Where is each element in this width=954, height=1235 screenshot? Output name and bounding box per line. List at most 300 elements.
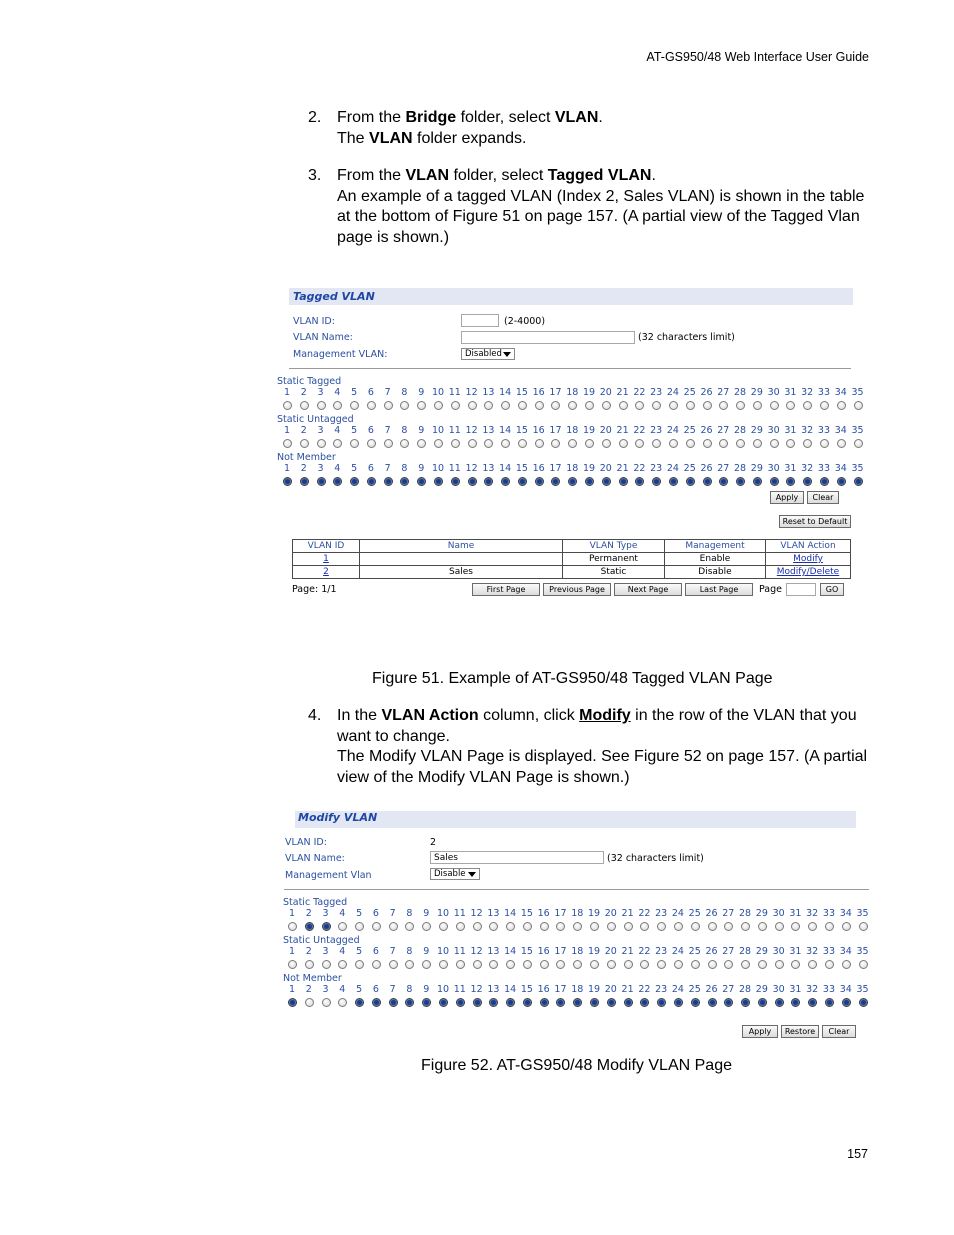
port-number: 31	[789, 908, 802, 919]
port-radio-button[interactable]	[590, 998, 599, 1007]
port-radio-button[interactable]	[791, 960, 800, 969]
port-radio-button[interactable]	[384, 401, 393, 410]
port-radio-button[interactable]	[551, 439, 560, 448]
port-radio-button[interactable]	[686, 477, 695, 486]
port-radio-button[interactable]	[317, 439, 326, 448]
port-number: 9	[418, 425, 425, 436]
port-radio-button[interactable]	[389, 960, 398, 969]
reset-to-default-button[interactable]: Reset to Default	[779, 515, 851, 528]
port-number: 35	[856, 908, 869, 919]
port-radio-button[interactable]	[389, 922, 398, 931]
port-radio-button[interactable]	[808, 960, 817, 969]
port-radio-button[interactable]	[808, 998, 817, 1007]
port-number: 11	[453, 908, 466, 919]
modify-link[interactable]: Modify	[793, 554, 823, 564]
port-number: 25	[688, 946, 701, 957]
port-radio-button[interactable]	[283, 401, 292, 410]
port-radio-button[interactable]	[523, 998, 532, 1007]
port-radio-button[interactable]	[473, 922, 482, 931]
port-radio-button[interactable]	[657, 960, 666, 969]
port-number: 32	[801, 463, 814, 474]
port-radio-button[interactable]	[468, 401, 477, 410]
port-radio-button[interactable]	[859, 960, 868, 969]
port-radio-button[interactable]	[439, 998, 448, 1007]
port-radio-button[interactable]	[372, 922, 381, 931]
port-number: 22	[638, 946, 651, 957]
port-radio-button[interactable]	[333, 477, 342, 486]
port-radio-button[interactable]	[384, 477, 393, 486]
port-number: 10	[436, 984, 450, 995]
port-radio-button[interactable]	[607, 998, 616, 1007]
port-radio-button[interactable]	[719, 401, 728, 410]
port-radio-button[interactable]	[473, 998, 482, 1007]
port-radio-button[interactable]	[333, 401, 342, 410]
port-radio-button[interactable]	[753, 439, 762, 448]
port-radio-button[interactable]	[400, 401, 409, 410]
port-radio-button[interactable]	[724, 960, 733, 969]
port-radio-button[interactable]	[439, 960, 448, 969]
port-number: 35	[851, 387, 864, 398]
port-radio-button[interactable]	[825, 960, 834, 969]
port-radio-button[interactable]	[456, 960, 465, 969]
step-text: folder, select	[456, 109, 555, 126]
port-radio-button[interactable]	[669, 401, 678, 410]
port-radio-button[interactable]	[585, 439, 594, 448]
port-radio-button[interactable]	[405, 960, 414, 969]
step-text: folder expands.	[412, 129, 527, 147]
vlan-action-cell	[766, 566, 851, 579]
col-vlan-id: VLAN ID	[293, 540, 360, 553]
port-number: 2	[305, 984, 312, 995]
port-radio-button[interactable]	[686, 439, 695, 448]
port-radio-button[interactable]	[635, 401, 644, 410]
port-number: 13	[482, 425, 495, 436]
port-radio-button[interactable]	[439, 922, 448, 931]
port-radio-button[interactable]	[568, 401, 577, 410]
port-radio-button[interactable]	[400, 477, 409, 486]
port-radio-button[interactable]	[551, 401, 560, 410]
port-radio-button[interactable]	[305, 922, 314, 931]
port-radio-button[interactable]	[367, 477, 376, 486]
port-radio-button[interactable]	[573, 922, 582, 931]
port-radio-button[interactable]	[451, 439, 460, 448]
port-radio-button[interactable]	[859, 998, 868, 1007]
port-group-label: Not Member	[277, 452, 336, 463]
port-radio-button[interactable]	[540, 998, 549, 1007]
port-number: 31	[784, 425, 797, 436]
port-number: 1	[288, 984, 296, 995]
port-radio-button[interactable]	[708, 960, 717, 969]
port-number: 15	[515, 463, 528, 474]
port-radio-button[interactable]	[708, 998, 717, 1007]
port-number: 32	[806, 984, 819, 995]
port-radio-button[interactable]	[300, 401, 309, 410]
next-page-button[interactable]: Next Page	[614, 583, 682, 596]
port-radio-button[interactable]	[657, 998, 666, 1007]
clear-button[interactable]: Clear	[822, 1025, 856, 1038]
port-radio-button[interactable]	[556, 922, 565, 931]
port-number: 26	[700, 387, 713, 398]
port-radio-button[interactable]	[674, 922, 683, 931]
figure-52-caption: Figure 52. AT-GS950/48 Modify VLAN Page	[421, 1057, 732, 1074]
restore-button[interactable]: Restore	[781, 1025, 819, 1038]
port-radio-button[interactable]	[506, 922, 515, 931]
management-cell: Enable	[665, 553, 766, 566]
port-radio-button[interactable]	[825, 922, 834, 931]
select-value: Disable	[434, 869, 466, 879]
port-radio-button[interactable]	[556, 960, 565, 969]
port-radio-button[interactable]	[770, 439, 779, 448]
port-radio-button[interactable]	[859, 922, 868, 931]
port-number: 30	[772, 984, 785, 995]
port-radio-button[interactable]	[724, 922, 733, 931]
port-radio-button[interactable]	[775, 922, 784, 931]
port-radio-button[interactable]	[669, 439, 678, 448]
step-paragraph: An example of a tagged VLAN (Index 2, Sales VLAN) is shown in the table at the bottom of Figure 51 on page 157. (A partial view of the Tagged Vlan page is shown.)	[337, 187, 865, 246]
port-radio-button[interactable]	[300, 439, 309, 448]
port-radio-button[interactable]	[333, 439, 342, 448]
port-radio-button[interactable]	[518, 477, 527, 486]
port-radio-button[interactable]	[674, 960, 683, 969]
port-radio-button[interactable]	[719, 477, 728, 486]
port-radio-button[interactable]	[540, 960, 549, 969]
port-radio-button[interactable]	[842, 922, 851, 931]
port-radio-button[interactable]	[456, 998, 465, 1007]
vlan-id-input[interactable]	[461, 314, 499, 327]
port-radio-button[interactable]	[468, 477, 477, 486]
port-radio-button[interactable]	[551, 477, 560, 486]
port-radio-button[interactable]	[786, 401, 795, 410]
port-radio-button[interactable]	[367, 401, 376, 410]
port-radio-button[interactable]	[803, 477, 812, 486]
port-radio-button[interactable]	[657, 922, 666, 931]
port-radio-button[interactable]	[322, 960, 331, 969]
port-radio-button[interactable]	[741, 998, 750, 1007]
port-radio-button[interactable]	[619, 439, 628, 448]
port-radio-button[interactable]	[384, 439, 393, 448]
port-number: 10	[436, 908, 450, 919]
port-radio-button[interactable]	[842, 998, 851, 1007]
port-radio-button[interactable]	[451, 477, 460, 486]
port-radio-button[interactable]	[367, 439, 376, 448]
port-radio-button[interactable]	[842, 960, 851, 969]
port-radio-button[interactable]	[736, 477, 745, 486]
step-text: in the row of the VLAN that you want to change.	[337, 707, 857, 745]
port-number: 16	[532, 425, 545, 436]
port-radio-button[interactable]	[417, 477, 426, 486]
port-radio-button[interactable]	[283, 439, 292, 448]
port-radio-button[interactable]	[808, 922, 817, 931]
port-radio-button[interactable]	[854, 439, 863, 448]
port-number: 11	[448, 387, 461, 398]
port-radio-button[interactable]	[501, 477, 510, 486]
step-4	[308, 706, 868, 788]
port-radio-button[interactable]	[573, 960, 582, 969]
port-radio-button[interactable]	[590, 922, 599, 931]
port-radio-button[interactable]	[691, 960, 700, 969]
port-radio-button[interactable]	[288, 960, 297, 969]
port-radio-button[interactable]	[305, 960, 314, 969]
port-radio-button[interactable]	[758, 922, 767, 931]
port-number: 26	[700, 425, 713, 436]
port-radio-button[interactable]	[456, 922, 465, 931]
port-number: 7	[384, 425, 391, 436]
clear-button[interactable]: Clear	[807, 491, 839, 504]
port-number: 21	[616, 425, 629, 436]
port-radio-button[interactable]	[624, 998, 633, 1007]
port-radio-button[interactable]	[489, 960, 498, 969]
port-radio-button[interactable]	[786, 439, 795, 448]
port-radio-button[interactable]	[322, 998, 331, 1007]
vlan-name-input[interactable]: Sales	[430, 851, 604, 864]
port-radio-button[interactable]	[372, 960, 381, 969]
port-radio-button[interactable]	[350, 401, 359, 410]
port-radio-button[interactable]	[573, 998, 582, 1007]
port-radio-button[interactable]	[736, 401, 745, 410]
port-radio-button[interactable]	[724, 998, 733, 1007]
vlan-name-input[interactable]	[461, 331, 635, 344]
port-radio-button[interactable]	[300, 477, 309, 486]
port-radio-button[interactable]	[791, 998, 800, 1007]
port-radio-button[interactable]	[753, 477, 762, 486]
management-vlan-select[interactable]	[461, 348, 515, 360]
port-number: 13	[487, 946, 500, 957]
port-radio-button[interactable]	[506, 998, 515, 1007]
port-radio-button[interactable]	[489, 922, 498, 931]
port-radio-button[interactable]	[422, 922, 431, 931]
port-radio-button[interactable]	[758, 960, 767, 969]
port-number: 27	[717, 425, 730, 436]
port-radio-button[interactable]	[753, 401, 762, 410]
port-radio-button[interactable]	[518, 401, 527, 410]
port-radio-button[interactable]	[854, 401, 863, 410]
port-radio-button[interactable]	[770, 477, 779, 486]
port-radio-button[interactable]	[652, 401, 661, 410]
port-radio-button[interactable]	[602, 401, 611, 410]
port-radio-button[interactable]	[484, 439, 493, 448]
port-radio-button[interactable]	[535, 477, 544, 486]
port-radio-button[interactable]	[652, 477, 661, 486]
modify-delete-link[interactable]: Modify/Delete	[776, 567, 840, 577]
port-radio-button[interactable]	[501, 401, 510, 410]
port-radio-button[interactable]	[283, 477, 292, 486]
vlan-id-cell	[293, 553, 360, 566]
port-radio-button[interactable]	[624, 960, 633, 969]
port-radio-button[interactable]	[854, 477, 863, 486]
port-number: 1	[288, 946, 296, 957]
port-radio-button[interactable]	[523, 922, 532, 931]
port-number: 25	[688, 908, 701, 919]
port-radio-button[interactable]	[501, 439, 510, 448]
port-radio-button[interactable]	[602, 439, 611, 448]
port-radio-button[interactable]	[686, 401, 695, 410]
previous-page-button[interactable]: Previous Page	[543, 583, 611, 596]
port-radio-button[interactable]	[288, 998, 297, 1007]
port-radio-button[interactable]	[434, 477, 443, 486]
port-radio-button[interactable]	[703, 401, 712, 410]
port-radio-button[interactable]	[585, 401, 594, 410]
port-number: 22	[638, 984, 651, 995]
port-radio-button[interactable]	[640, 998, 649, 1007]
tagged-vlan-screenshot	[276, 287, 864, 602]
port-radio-button[interactable]	[288, 922, 297, 931]
port-radio-button[interactable]	[305, 998, 314, 1007]
port-number: 9	[423, 908, 430, 919]
port-radio-button[interactable]	[405, 922, 414, 931]
port-radio-button[interactable]	[820, 477, 829, 486]
port-number: 25	[683, 387, 696, 398]
port-number: 21	[616, 463, 629, 474]
port-radio-button[interactable]	[640, 960, 649, 969]
port-radio-button[interactable]	[389, 998, 398, 1007]
port-radio-button[interactable]	[556, 998, 565, 1007]
port-number: 3	[317, 463, 324, 474]
port-radio-button[interactable]	[489, 998, 498, 1007]
port-number: 12	[470, 946, 483, 957]
port-radio-button[interactable]	[674, 998, 683, 1007]
port-radio-button[interactable]	[322, 922, 331, 931]
port-radio-button[interactable]	[607, 960, 616, 969]
port-radio-button[interactable]	[540, 922, 549, 931]
port-radio-button[interactable]	[568, 439, 577, 448]
apply-button[interactable]: Apply	[770, 491, 804, 504]
port-radio-button[interactable]	[405, 998, 414, 1007]
vlan-id-link[interactable]: 2	[323, 567, 329, 577]
port-number: 35	[851, 425, 864, 436]
port-radio-button[interactable]	[786, 477, 795, 486]
port-radio-button[interactable]	[417, 439, 426, 448]
step-number: 3.	[308, 167, 322, 184]
port-radio-button[interactable]	[775, 998, 784, 1007]
port-number: 30	[767, 425, 780, 436]
port-number: 20	[599, 463, 612, 474]
panel-title: Modify VLAN	[298, 811, 378, 824]
port-radio-button[interactable]	[803, 439, 812, 448]
port-radio-button[interactable]	[468, 439, 477, 448]
port-radio-button[interactable]	[791, 922, 800, 931]
port-number: 23	[650, 387, 663, 398]
port-number: 11	[453, 984, 466, 995]
panel-title: Tagged VLAN	[293, 290, 375, 303]
port-radio-button[interactable]	[473, 960, 482, 969]
management-vlan-select[interactable]	[430, 868, 480, 880]
last-page-button[interactable]: Last Page	[685, 583, 753, 596]
port-radio-button[interactable]	[741, 922, 750, 931]
port-radio-button[interactable]	[803, 401, 812, 410]
port-radio-button[interactable]	[619, 401, 628, 410]
port-radio-button[interactable]	[568, 477, 577, 486]
port-radio-button[interactable]	[400, 439, 409, 448]
port-radio-button[interactable]	[758, 998, 767, 1007]
port-radio-button[interactable]	[484, 401, 493, 410]
first-page-button[interactable]: First Page	[472, 583, 540, 596]
port-number: 4	[339, 946, 346, 957]
port-radio-button[interactable]	[635, 439, 644, 448]
port-radio-button[interactable]	[506, 960, 515, 969]
port-number: 3	[322, 946, 329, 957]
port-radio-button[interactable]	[691, 998, 700, 1007]
management-vlan-label: Management VLAN:	[293, 349, 388, 360]
tagged-vlan-term: Tagged VLAN	[547, 167, 652, 184]
port-radio-button[interactable]	[434, 401, 443, 410]
port-radio-button[interactable]	[350, 439, 359, 448]
port-number: 27	[722, 984, 735, 995]
port-radio-button[interactable]	[703, 477, 712, 486]
port-number: 28	[739, 984, 752, 995]
port-radio-button[interactable]	[338, 922, 347, 931]
port-radio-button[interactable]	[652, 439, 661, 448]
port-radio-button[interactable]	[708, 922, 717, 931]
port-radio-button[interactable]	[317, 401, 326, 410]
vlan-id-label: VLAN ID:	[293, 316, 335, 327]
port-radio-button[interactable]	[535, 439, 544, 448]
port-radio-button[interactable]	[350, 477, 359, 486]
port-radio-button[interactable]	[775, 960, 784, 969]
port-radio-button[interactable]	[338, 998, 347, 1007]
port-radio-button[interactable]	[422, 960, 431, 969]
vlan-name-cell	[360, 553, 563, 566]
port-radio-button[interactable]	[434, 439, 443, 448]
port-radio-button[interactable]	[837, 477, 846, 486]
port-radio-button[interactable]	[451, 401, 460, 410]
port-number: 9	[423, 946, 430, 957]
port-radio-button[interactable]	[585, 477, 594, 486]
vlan-id-link[interactable]: 1	[323, 554, 329, 564]
page-input[interactable]	[786, 583, 816, 596]
port-radio-button[interactable]	[619, 477, 628, 486]
port-radio-button[interactable]	[624, 922, 633, 931]
port-radio-button[interactable]	[355, 998, 364, 1007]
port-number: 7	[389, 908, 396, 919]
go-button[interactable]: GO	[820, 583, 844, 596]
port-radio-button[interactable]	[523, 960, 532, 969]
apply-button[interactable]: Apply	[742, 1025, 778, 1038]
port-radio-button[interactable]	[355, 922, 364, 931]
port-radio-button[interactable]	[635, 477, 644, 486]
port-radio-button[interactable]	[691, 922, 700, 931]
port-radio-button[interactable]	[417, 401, 426, 410]
port-radio-button[interactable]	[719, 439, 728, 448]
port-number: 15	[520, 984, 533, 995]
port-radio-button[interactable]	[703, 439, 712, 448]
vlan-id-value: 2	[430, 837, 437, 848]
port-radio-button[interactable]	[669, 477, 678, 486]
port-radio-button[interactable]	[338, 960, 347, 969]
port-radio-button[interactable]	[372, 998, 381, 1007]
page-number: 157	[847, 1147, 868, 1161]
port-radio-button[interactable]	[355, 960, 364, 969]
port-radio-button[interactable]	[422, 998, 431, 1007]
port-radio-button[interactable]	[741, 960, 750, 969]
port-radio-button[interactable]	[820, 439, 829, 448]
port-radio-button[interactable]	[607, 922, 616, 931]
port-number: 22	[633, 387, 646, 398]
port-radio-button[interactable]	[518, 439, 527, 448]
port-radio-button[interactable]	[825, 998, 834, 1007]
port-radio-button[interactable]	[837, 401, 846, 410]
port-radio-button[interactable]	[484, 477, 493, 486]
port-radio-button[interactable]	[602, 477, 611, 486]
port-radio-button[interactable]	[837, 439, 846, 448]
port-radio-button[interactable]	[317, 477, 326, 486]
port-radio-button[interactable]	[770, 401, 779, 410]
port-radio-button[interactable]	[535, 401, 544, 410]
port-radio-button[interactable]	[736, 439, 745, 448]
port-radio-button[interactable]	[590, 960, 599, 969]
title-bar	[295, 811, 856, 828]
port-radio-button[interactable]	[820, 401, 829, 410]
port-radio-button[interactable]	[640, 922, 649, 931]
